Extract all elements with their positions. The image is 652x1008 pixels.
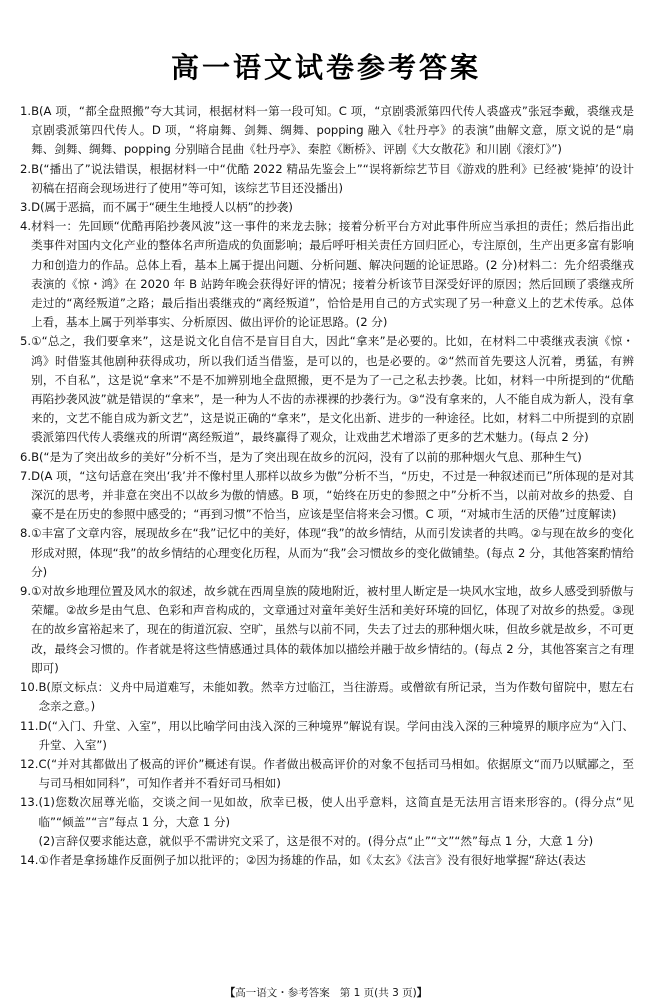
item-number: 7. [20,468,32,483]
item-text: 材料一：先回顾“优酷再陷抄袭风波”这一事件的来龙去脉；接着分析平台方对此事件所应当承担的责任；然后指出此类事件对国内文化产业的整体名声所造成的负面影响；最后呼吁相关责任方回归匠心，专注原创，生产出更多富有影响力和创造力的作品。总体上看，基本上属于提出问题、分析问题、解决问题的论证思路。(2 分)材料二：先介绍裘继戎表演的《惊・鸿》在 2020 年 B 站跨年晚会获得好评的情况；接着分析该节目深受好评的原因；然后回顾了裘继戎所走过的“离经叛道”之路；最后指出裘继戎的“离经叛道”，恰恰是用自己的方式实现了另一种意义上的艺术传承。总体上看，基本上属于列举事实、分析原因、做出评价的论证思路。(2 分) [31,219,634,330]
answer-item-5 [20,332,634,447]
item-number: 8. [20,526,32,541]
answer-item-9 [20,582,634,678]
answer-item-2 [20,160,634,198]
answer-item-3 [20,198,634,217]
item-number: 1. [20,104,32,118]
answer-item-13 [20,793,634,851]
item-number: 3. [20,200,32,215]
item-number: 14. [20,852,39,867]
answer-item-14 [20,851,634,870]
item-number: 2. [20,161,32,176]
item-number: 9. [20,584,32,599]
item-text: D(A 项，“这句话意在突出‘我’并不像村里人那样以故乡为傲”分析不当，“历史，不过是一种叙述而已”所体现的是对其深沉的思考，并非意在突出不以故乡为傲的情感。B 项，“始终在历史的参照之中”分析不当，以前对故乡的热爱、自豪不是在历史的参照中感受的；“再到习惯”不恰当，应该是坚信将来会习惯。C 项，“对城市生活的厌倦”过度解读) [31,468,634,522]
answer-item-4 [20,217,634,332]
item-text: ①对故乡地理位置及风水的叙述，故乡就在西周皇族的陵地附近，被村里人断定是一块风水宝地，故乡人感受到骄傲与荣耀。②故乡是由气息、色彩和声音构成的，文章通过对童年美好生活和美好环境的回忆，体现了对故乡的热爱。③现在的故乡富裕起来了，现在的街道沉寂、空旷，虽然与以前不同，失去了过去的那种烟火味，但故乡就是故乡，不可更改，最终会习惯的。作者就是将这些情感通过具体的载体加以描绘并融于故乡情结的。(每点 2 分，其他答案言之有理即可) [31,584,634,675]
item-text: ①丰富了文章内容，展现故乡在“我”记忆中的美好，体现“我”的故乡情结，从而引发读者的共鸣。②与现在故乡的变化形成对照，体现“我”的故乡情结的心理变化历程，从而为“我”会习惯故乡的变化做铺垫。(每点 2 分，其他答案酌情给分) [31,526,634,579]
answer-item-11 [20,717,634,755]
item-text: B(“播出了”说法错误，根据材料一中“优酷 2022 精品先鉴会上”“误将新综艺节目《游戏的胜利》已经被‘毙掉’的设计初稿在招商会现场进行了使用”等可知，该综艺节目还没播出) [31,161,634,195]
answer-item-8 [20,524,634,582]
footer-bracket-open: 【 [224,987,236,999]
item-number: 12. [20,756,39,771]
item-text: B(原文标点：义舟中局道难写，未能如教。然幸方过临江，当往游焉。或僧欲有所记录，当为作数句留院中，慰左右念亲之意。) [38,680,634,714]
answer-item-7 [20,467,634,525]
item-text: C(“并对其都做出了极高的评价”概述有误。作者做出极高评价的对象不包括司马相如。依据原文“而乃以赋鄙之，至与司马相如同科”，可知作者并不看好司马相如) [38,756,634,791]
answer-list [20,102,634,870]
item-text-part-2: (2)言辞仅要求能达意，就似乎不需讲究文采了，这是很不对的。(得分点“止”“文”“然”每点 1 分，大意 1 分) [38,833,594,848]
answer-item-1 [20,102,634,160]
item-text: D(属于恶搞，而不属于“硬生生地授人以柄”的抄袭) [31,200,293,215]
item-text: D(“入门、升堂、入室”，用以比喻学问由浅入深的三种境界”解说有误。学问由浅入深的三种境界的顺序应为“入门、升堂、入室”) [38,718,634,752]
answer-item-12 [20,755,634,793]
item-number: 6. [20,449,32,464]
item-number: 11. [20,718,39,733]
page-title: 高一语文试卷参考答案 [170,51,481,84]
item-number: 5. [20,334,32,349]
answer-item-6 [20,448,634,467]
footer-page-number: 第 1 页(共 3 页) [339,987,417,999]
item-number: 4. [20,219,32,234]
item-text: (1)您数次屈尊光临，交谈之间一见如故，欣幸已极，使人出乎意料，这简直是无法用言语来形容的。(得分点“见临”“倾盖”“言”每点 1 分，大意 1 分) [38,795,634,829]
page-footer [0,985,652,1000]
item-number: 13. [20,795,39,810]
item-text: ①作者是拿扬雄作反面例子加以批评的；②因为扬雄的作品，如《太玄》《法言》没有很好地掌握“辞达(表达 [38,852,586,867]
item-text: ①“总之，我们要拿来”，这是说文化自信不是盲目自大，因此“拿来”是必要的。比如，在材料二中裘继戎表演《惊・鸿》时借鉴其他剧种获得成功，所以我们适当借鉴，是可以的，也是必要的。②“然而首先要这人沉着，勇猛，有辨别，不自私”，这是说“拿来”不是不加辨别地全盘照搬，更不是为了一己之私去抄袭。比如，材料一中所提到的“优酷再陷抄袭风波”就是错误的“拿来”，是一种为人不齿的赤裸裸的抄袭行为。③“没有拿来的，人不能自成为新人，没有拿来的，文艺不能自成为新文艺”，这是说正确的“拿来”，是文化出新、进步的一种途径。比如，材料二中所提到的京剧裘派第四代传人裘继戎的所谓“离经叛道”，最终赢得了观众，让戏曲艺术增添了更多的艺术魅力。(每点 2 分) [31,334,634,445]
item-text: B(“是为了突出故乡的美好”分析不当，是为了突出现在故乡的沉闷，没有了以前的那种烟火气息、那种生气) [31,449,582,464]
item-text: B(A 项，“都全盘照搬”夸大其词，根据材料一第一段可知。C 项，“京剧裘派第四代传人裘盛戎”张冠李戴，裘继戎是京剧裘派第四代传人。D 项，“将扇舞、剑舞、绸舞、popping 融入《牡丹亭》的表演”曲解文意，原文说的是“扇舞、剑舞、绸舞、popping 分别暗合昆曲《牡丹亭》、秦腔《断桥》、评剧《大女散花》和川剧《滚灯》”) [31,104,634,157]
answer-item-10 [20,678,634,716]
item-number: 10. [20,680,39,695]
footer-course: 高一语文・参考答案 [235,987,330,999]
footer-bracket-close: 】 [416,987,428,999]
